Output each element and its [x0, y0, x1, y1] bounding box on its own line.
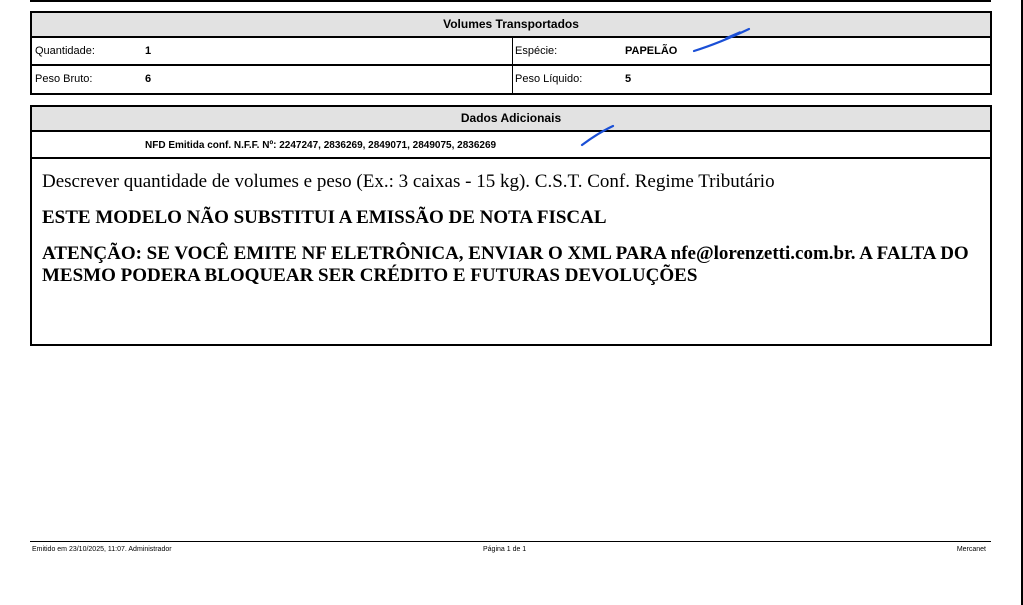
top-rule [30, 0, 991, 2]
nfd-text: NFD Emitida conf. N.F.F. Nº: 2247247, 2836269, 2849071, 2849075, 2836269 [145, 140, 497, 151]
pen-checkmark-nfd [578, 123, 618, 149]
volumes-row-2 [32, 66, 990, 92]
note-volumes-instruction: Descrever quantidade de volumes e peso (Ex.: 3 caixas - 15 kg). C.S.T. Conf. Regime Tributário [42, 171, 775, 192]
peso-liquido-label: Peso Líquido: [515, 73, 583, 85]
peso-bruto-label: Peso Bruto: [35, 73, 93, 85]
notes-block [32, 159, 990, 287]
especie-value: PAPELÃO [625, 45, 678, 57]
volumes-row-1 [32, 38, 990, 66]
dados-adicionais-table [30, 105, 992, 346]
nfd-row [32, 132, 990, 159]
footer-system-name: Mercanet [956, 546, 986, 553]
column-divider [512, 38, 513, 93]
footer-page-number: Página 1 de 1 [483, 546, 527, 553]
note-modelo-warning: ESTE MODELO NÃO SUBSTITUI A EMISSÃO DE NOTA FISCAL [42, 207, 607, 228]
note-xml-attention: ATENÇÃO: SE VOCÊ EMITE NF ELETRÔNICA, ENVIAR O XML PARA nfe@lorenzetti.com.br. A FALTA DO MESMO PODERA BLOQUEAR SER CRÉDITO E FUTURAS DEVOLUÇÕES [42, 243, 969, 286]
quantidade-label: Quantidade: [35, 45, 95, 57]
especie-label: Espécie: [515, 45, 558, 57]
volumes-title: Volumes Transportados [32, 13, 990, 38]
footer-rule [30, 541, 991, 542]
footer-issued: Emitido em 23/10/2025, 11:07. Administrador [32, 546, 172, 553]
peso-bruto-value: 6 [145, 73, 152, 85]
volumes-table [30, 11, 992, 95]
peso-liquido-value: 5 [625, 73, 632, 85]
quantidade-value: 1 [145, 45, 152, 57]
adicionais-title: Dados Adicionais [32, 107, 990, 132]
pen-checkmark-especie [690, 26, 754, 56]
